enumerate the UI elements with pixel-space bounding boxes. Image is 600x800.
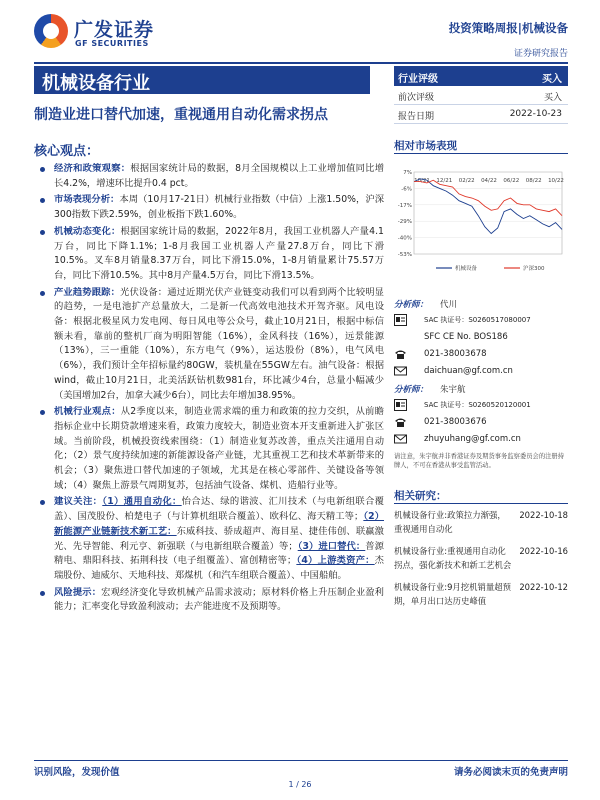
analyst-contact-text: 021-38003678 <box>424 349 487 359</box>
y-tick-label: 7% <box>403 170 412 176</box>
core-bullet <box>38 225 384 284</box>
related-report-date: 2022-10-16 <box>519 546 568 556</box>
related-report[interactable] <box>394 508 568 536</box>
related-report-title[interactable]: 机械设备行业:9月挖机销量超预期，单月出口达历史峰值 <box>394 582 512 606</box>
report-date-row <box>394 105 568 124</box>
footer-divider <box>34 760 568 761</box>
core-bullet <box>38 405 384 493</box>
analyst-name: 朱宇航 <box>440 385 466 395</box>
bullet-label: 产业趋势跟踪： <box>54 286 121 298</box>
relative-performance-chart <box>394 160 568 280</box>
analyst-contact-row <box>394 330 568 347</box>
focus-group-companies: 怡合达、绿的谐波、汇川技术（与电新组联合覆盖）、国茂股份、柏楚电子（与计算机组联合覆盖）、欧科亿、海天精工等； <box>54 496 384 523</box>
prev-rating-row <box>394 86 568 105</box>
bullet-text: 根据国家统计局的数据，8月全国规模以上工业增加值同比增长4.2%，增速环比提升0.4 pct。 <box>54 163 384 189</box>
related-report-title[interactable]: 机械设备行业:政策拉力渐强，重视通用自动化 <box>394 510 506 534</box>
chart-section-title: 相对市场表现 <box>394 140 457 152</box>
id-card-icon <box>394 399 407 411</box>
series-line-1 <box>414 180 562 216</box>
y-tick-label: -17% <box>397 202 412 209</box>
rating-table <box>394 66 568 124</box>
bullet-text: 根据国家统计局的数据，2022年8月，我国工业机器人产量4.1万台，同比下降1.1%；1-8月我国工业机器人产量27.8万台，同比下滑10.5%。叉车8月销量8.37万台，同比下滑15.0%，1-8月销量累计75.57万台，同比下滑10.5%。其中8月产量4.5万台，同比下滑13.5%。 <box>54 225 384 281</box>
x-tick-label: 06/22 <box>503 178 520 184</box>
footer-disclaimer: 请务必阅读末页的免责声明 <box>453 767 568 778</box>
analyst-email-link[interactable]: zhuyuhang@gf.com.cn <box>424 434 521 444</box>
rating-head-label: 行业评级 <box>398 74 438 85</box>
analyst-header <box>394 296 568 313</box>
report-sub: 证券研究报告 <box>513 49 568 59</box>
focus-group-label: （3）进口替代： <box>297 540 366 552</box>
analyst-label: 分析师： <box>394 385 429 395</box>
related-report[interactable] <box>394 544 568 572</box>
prev-rating-label: 前次评级 <box>398 93 435 103</box>
chart-section-line <box>394 153 568 154</box>
page-subtitle: 制造业进口替代加速，重视通用自动化需求拐点 <box>34 107 328 123</box>
core-bullet <box>38 286 384 404</box>
core-views-label: 核心观点： <box>34 144 100 159</box>
core-bullet <box>38 586 384 615</box>
related-list <box>394 508 568 616</box>
core-bullet <box>38 193 384 222</box>
page-title: 机械设备行业 <box>42 73 150 94</box>
y-tick-label: -29% <box>397 219 412 226</box>
y-tick-label: -53% <box>397 252 412 258</box>
phone-icon <box>394 416 407 428</box>
x-tick-label: 10/22 <box>548 178 564 184</box>
related-report-title[interactable]: 机械设备行业:重视通用自动化拐点，强化新技术和新工艺机会 <box>394 546 512 570</box>
analyst-label: 分析师： <box>394 300 429 310</box>
plot-frame <box>414 172 562 254</box>
analyst-contact-row <box>394 432 568 449</box>
bullet-text: 本周（10月17-21日）机械行业指数（中信）上涨1.50%，沪深300指数下跌2.59%，创业板指下跌1.60%。 <box>54 194 384 221</box>
bullet-label: 建议关注： <box>54 496 103 508</box>
bullet-text: 光伏设备：通过近期光伏产业链变动我们可以看到两个比较明显的趋势，一是电池扩产总量放大，二是新一代高效电池技术开驾齐驱。风电设备：根据北极星风力发电网、每日风电等公众号，截止10月21日，根据中标信额未看，靠前的整机厂商为明阳智能（16%），金风科技（16%），远景能源（13%），三一重能（10%），东方电气（9%），运达股份（8%），电气风电（6%），我们预计全年招标量约80GW，装机量在55GW左右。油气设备：根据wind，截止10月21日，北美活跃钻机数981台，环比减少4台，总量小幅减少（美国增加2台，加拿大减少6台），同比去年增加38.95%。 <box>54 286 384 401</box>
bullet-label: 机械动态变化： <box>54 225 121 237</box>
related-line <box>394 503 568 504</box>
y-tick-label: -40% <box>397 235 412 242</box>
analyst-contact-text: SFC CE No. BOS186 <box>424 332 508 342</box>
disclaimer: 请注意，朱宇航并非香港证券及期货事务监察委员会的注册持牌人，不可在香港从事受监管活动。 <box>394 453 565 469</box>
gf-logo <box>34 14 174 54</box>
footer-slogan: 识别风险，发现价值 <box>34 767 120 778</box>
rating-head-value: 买入 <box>542 74 562 85</box>
rating-head <box>394 66 568 86</box>
email-icon <box>394 433 407 445</box>
page-number: 1 / 26 <box>288 780 312 789</box>
prev-rating-value: 买入 <box>543 93 562 103</box>
focus-group-companies: 东威科技、骄成超声、海目星、捷佳伟创、联赢激光、先导智能、利元亨、新强联（与电新组联合覆盖）等； <box>54 525 384 552</box>
core-bullets <box>38 162 384 617</box>
title-bar <box>34 66 370 94</box>
bullet-text: 从2季度以来，制造业需求端的重力和政策的拉力交织，从前瞻指标企业中长期贷款增速来看，政策力度较大，制造业资本开支重新进入扩张区域。当前阶段，机械投资线索围绕：（1）制造业复苏改善，重点关注通用自动化；（2）景气度持续加速的新能源设备产业链，尤其重视工艺和技术革新带来的机会；（3）聚焦进口替代加速的子领域，尤其是在核心零部件、关键设备等领域；（4）聚焦上游景气周期复苏，包括油气设备、煤机、造船行业等。 <box>54 406 384 491</box>
analyst-contact-row <box>394 364 568 381</box>
x-tick-label: 08/22 <box>525 178 542 184</box>
related-report-date: 2022-10-12 <box>519 582 568 592</box>
related-report[interactable] <box>394 580 568 608</box>
focus-group-companies: 杰瑞股份、迪威尔、天地科技、郑煤机（和汽车组联合覆盖）、中国船舶。 <box>54 555 384 581</box>
analyst-name: 代川 <box>440 300 458 310</box>
analyst-header <box>394 381 568 398</box>
logo-cn: 广发证券 <box>74 19 155 41</box>
report-date-value: 2022-10-23 <box>509 109 562 119</box>
series-line-0 <box>414 179 562 234</box>
analyst-contact-row <box>394 415 568 432</box>
x-tick-label: 10/21 <box>414 178 430 184</box>
x-tick-label: 04/22 <box>481 178 497 184</box>
analyst-contact-row <box>394 313 568 330</box>
id-card-icon <box>394 314 407 326</box>
x-tick-label: 02/22 <box>458 178 475 184</box>
legend-label: 沪深300 <box>523 266 545 272</box>
chart-svg <box>394 160 568 280</box>
analyst-contact-text: SAC 执证号：S0260520120001 <box>424 401 531 409</box>
related-title: 相关研究： <box>394 490 447 502</box>
bullet-label: 市场表现分析： <box>54 194 120 206</box>
analyst-email-link[interactable]: daichuan@gf.com.cn <box>424 366 513 376</box>
logo-en: GF SECURITIES <box>75 39 149 48</box>
report-date-label: 报告日期 <box>398 112 435 122</box>
x-tick-label: 12/21 <box>436 178 453 184</box>
focus-group-companies: 普源精电、鼎阳科技、拓荆科技（电子组覆盖）、富创精密等； <box>54 540 384 567</box>
email-icon <box>394 365 407 377</box>
phone-icon <box>394 348 407 360</box>
analyst-contact-text: 021-38003676 <box>424 417 487 427</box>
core-bullet <box>38 495 384 583</box>
analysts <box>394 296 568 449</box>
focus-group-label: （4）上游类资产： <box>296 555 375 567</box>
related-report-date: 2022-10-18 <box>519 510 568 520</box>
y-tick-label: -6% <box>401 186 412 193</box>
core-bullet <box>38 162 384 191</box>
bullet-label: 机械行业观点： <box>54 406 121 418</box>
bullet-text: 宏观经济变化导致机械产品需求波动；原材料价格上升压制企业盈利能力；汇率变化导致盈利波动；去产能进度不及预期等。 <box>54 586 384 613</box>
bullet-label: 经济和政策观察： <box>54 163 131 174</box>
focus-group-label: （1）通用自动化： <box>102 496 182 508</box>
analyst-contact-row <box>394 347 568 364</box>
focus-group-label: （2）新能源产业链新技术新工艺： <box>54 511 384 537</box>
gf-logo-mark <box>34 14 68 48</box>
analyst-contact-text: SAC 执证号：S0260517080007 <box>424 316 531 324</box>
bullet-label: 风险提示： <box>54 586 102 598</box>
legend-label: 机械设备 <box>455 266 478 272</box>
analyst-contact-row <box>394 398 568 415</box>
report-type: 投资策略周报|机械设备 <box>448 21 568 35</box>
header-divider <box>34 62 568 64</box>
